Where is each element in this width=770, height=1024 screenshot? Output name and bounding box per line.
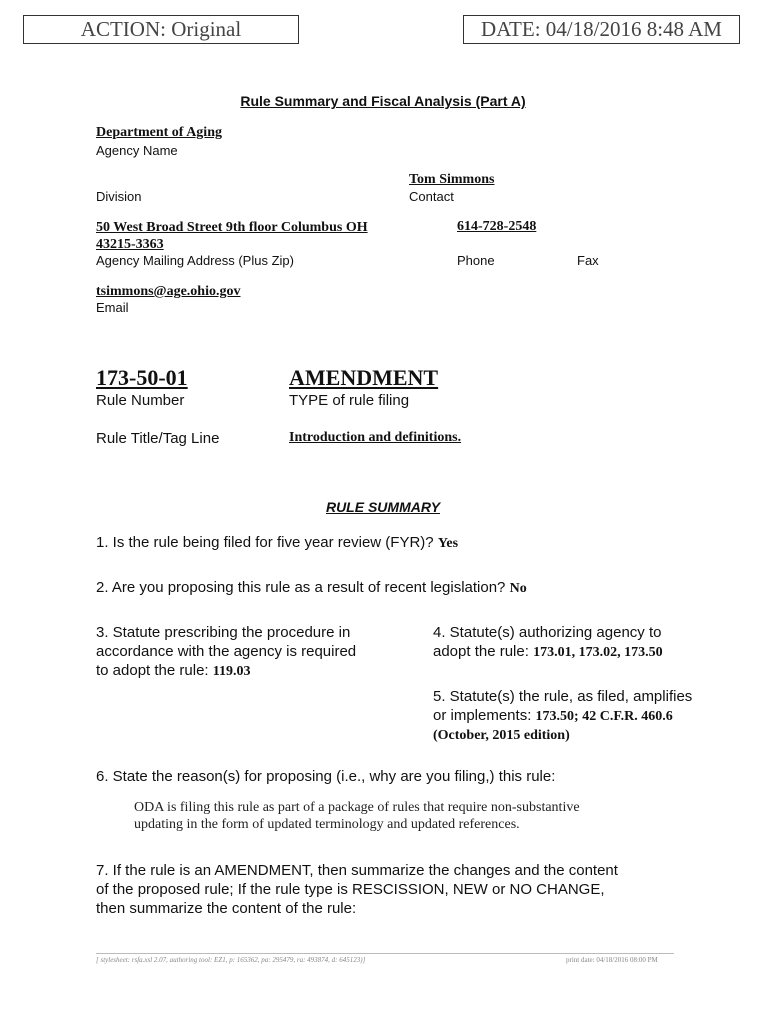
contact-label: Contact xyxy=(409,189,454,204)
date-label: DATE: 04/18/2016 8:48 AM xyxy=(481,17,722,41)
answer-3: 119.03 xyxy=(212,664,251,679)
question-3 xyxy=(96,623,356,681)
footer-left: [ stylesheet: rsfa.xsl 2.07, authoring tool: EZ1, p: 165362, pa: 295479, ra: 493874, d: 645123)] xyxy=(96,956,366,964)
answer-2: No xyxy=(509,581,527,596)
answer-5-line2: (October, 2015 edition) xyxy=(433,728,570,743)
rule-title-label: Rule Title/Tag Line xyxy=(96,430,220,447)
email-label: Email xyxy=(96,300,129,315)
rule-title: Introduction and definitions. xyxy=(289,430,462,445)
agency-name-label: Agency Name xyxy=(96,143,178,158)
question-7 xyxy=(96,861,618,918)
action-box xyxy=(23,15,299,44)
rule-number: 173-50-01 xyxy=(96,365,188,390)
date-box xyxy=(463,15,740,44)
address-label: Agency Mailing Address (Plus Zip) xyxy=(96,253,294,268)
footer-right: print date: 04/18/2016 08:00 PM xyxy=(566,956,658,964)
question-7-line3: then summarize the content of the rule: xyxy=(96,900,357,917)
question-5 xyxy=(433,687,692,745)
question-3-line1: 3. Statute prescribing the procedure in xyxy=(96,624,351,641)
question-6: 6. State the reason(s) for proposing (i.e., why are you filing,) this rule: xyxy=(96,768,556,785)
agency-address-line1: 50 West Broad Street 9th floor Columbus OH xyxy=(96,220,368,235)
question-7-line2: of the proposed rule; If the rule type is RESCISSION, NEW or NO CHANGE, xyxy=(96,881,605,898)
question-3-line3: to adopt the rule: xyxy=(96,662,209,679)
rule-number-label: Rule Number xyxy=(96,392,185,409)
question-5-line2: or implements: xyxy=(433,707,532,724)
footer-divider xyxy=(96,953,674,954)
rule-type-label: TYPE of rule filing xyxy=(289,392,410,409)
agency-phone: 614-728-2548 xyxy=(457,219,537,234)
agency-address-line2: 43215-3363 xyxy=(96,237,164,252)
fax-label: Fax xyxy=(577,253,599,268)
question-3-line2: accordance with the agency is required xyxy=(96,643,357,660)
answer-4: 173.01, 173.02, 173.50 xyxy=(533,645,663,660)
agency-email: tsimmons@age.ohio.gov xyxy=(96,284,241,299)
question-7-line1: 7. If the rule is an AMENDMENT, then summarize the changes and the content xyxy=(96,862,618,879)
question-4-line2: adopt the rule: xyxy=(433,643,529,660)
action-label: ACTION: Original xyxy=(80,17,242,41)
question-4 xyxy=(433,623,663,662)
phone-label: Phone xyxy=(457,253,495,268)
question-1-text: 1. Is the rule being filed for five year review (FYR)? xyxy=(96,534,434,551)
answer-5-line1: 173.50; 42 C.F.R. 460.6 xyxy=(535,709,673,724)
question-2 xyxy=(96,578,527,598)
answer-1: Yes xyxy=(437,536,459,551)
question-5-line1: 5. Statute(s) the rule, as filed, amplifies xyxy=(433,688,693,705)
document-title: Rule Summary and Fiscal Analysis (Part A) xyxy=(240,93,526,109)
division-label: Division xyxy=(96,189,142,204)
answer-6-line2: updating in the form of updated terminology and updated references. xyxy=(134,817,520,832)
answer-6 xyxy=(134,799,580,833)
agency-address xyxy=(96,219,368,253)
contact-name: Tom Simmons xyxy=(409,172,495,187)
question-1 xyxy=(96,533,458,553)
rule-type: AMENDMENT xyxy=(289,365,439,390)
agency-name: Department of Aging xyxy=(96,125,222,140)
rule-summary-heading: RULE SUMMARY xyxy=(325,499,441,515)
question-4-line1: 4. Statute(s) authorizing agency to xyxy=(433,624,662,641)
question-2-text: 2. Are you proposing this rule as a result of recent legislation? xyxy=(96,579,506,596)
answer-6-line1: ODA is filing this rule as part of a package of rules that require non-substantive xyxy=(134,800,580,815)
